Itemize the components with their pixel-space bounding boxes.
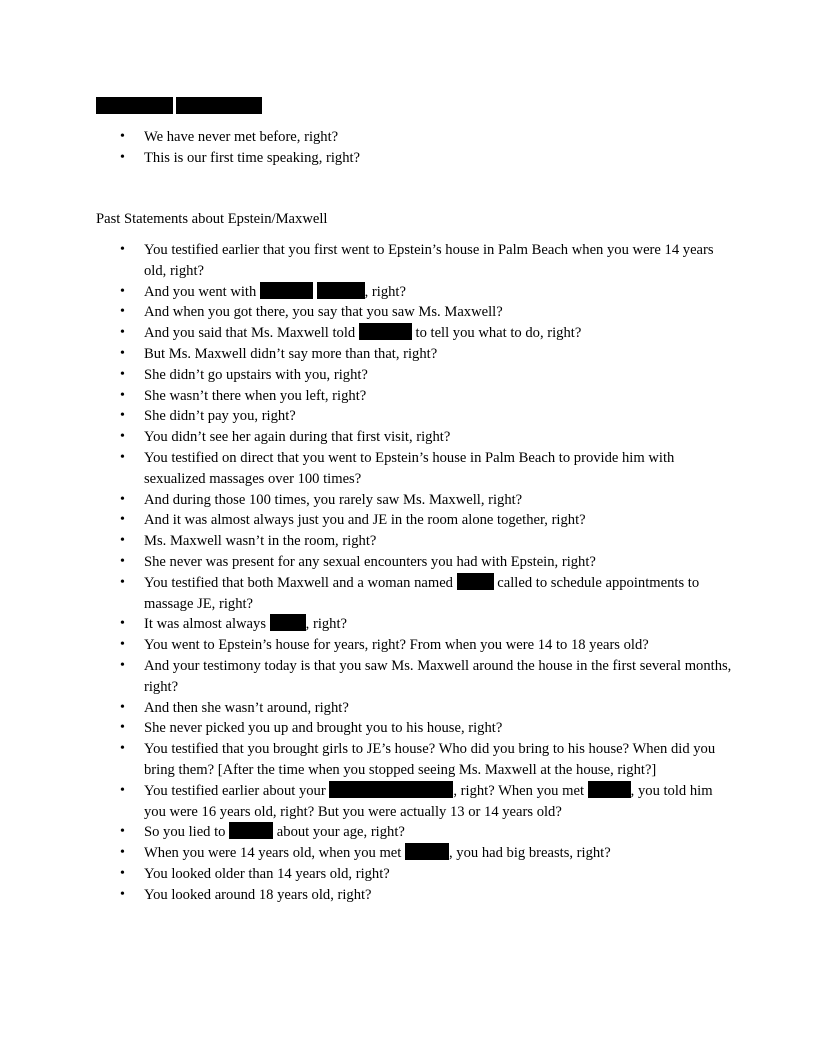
list-item: • You testified earlier that you first went to Epstein’s house in Palm Beach when you were 14 years old, right? xyxy=(96,240,736,282)
list-item: • And you went with , right? xyxy=(96,282,736,303)
list-item: • This is our first time speaking, right? xyxy=(96,148,736,169)
redaction-block xyxy=(359,323,412,340)
list-item: • And during those 100 times, you rarely saw Ms. Maxwell, right? xyxy=(96,490,736,511)
redaction-block xyxy=(457,573,494,590)
list-item: • So you lied to about your age, right? xyxy=(96,822,736,843)
list-item: • You didn’t see her again during that first visit, right? xyxy=(96,427,736,448)
list-item: • And it was almost always just you and JE in the room alone together, right? xyxy=(96,510,736,531)
list-item: • She didn’t go upstairs with you, right? xyxy=(96,365,736,386)
list-item: • She didn’t pay you, right? xyxy=(96,406,736,427)
list-item: • And then she wasn’t around, right? xyxy=(96,698,736,719)
list-item: • And your testimony today is that you saw Ms. Maxwell around the house in the first several months, right? xyxy=(96,656,736,698)
redaction-block xyxy=(229,822,273,839)
list-item: • You looked older than 14 years old, right? xyxy=(96,864,736,885)
redaction-block xyxy=(260,282,313,299)
list-item: • You testified that both Maxwell and a woman named called to schedule appointments to massage JE, right? xyxy=(96,573,736,615)
list-item: • You went to Epstein’s house for years, right? From when you were 14 to 18 years old? xyxy=(96,635,736,656)
redaction-block xyxy=(176,97,262,114)
list-item: • She never was present for any sexual encounters you had with Epstein, right? xyxy=(96,552,736,573)
section-heading: Past Statements about Epstein/Maxwell xyxy=(96,211,328,227)
list-item: • You testified earlier about your , right? When you met , you told him you were 16 years old, right? But you were actually 13 or 14 years old? xyxy=(96,781,736,823)
redaction-block xyxy=(96,97,173,114)
redaction-block xyxy=(410,781,453,798)
question-list xyxy=(96,240,736,906)
list-item: • We have never met before, right? xyxy=(96,127,736,148)
list-item: • You testified that you brought girls to JE’s house? Who did you bring to his house? When did you bring them? [After the time when you stopped seeing Ms. Maxwell at the house, right?] xyxy=(96,739,736,781)
redaction-block xyxy=(588,781,631,798)
list-item: • When you were 14 years old, when you met , you had big breasts, right? xyxy=(96,843,736,864)
list-item: • She wasn’t there when you left, right? xyxy=(96,386,736,407)
list-item: • You testified on direct that you went to Epstein’s house in Palm Beach to provide him with sexualized massages over 100 times? xyxy=(96,448,736,490)
list-item: • Ms. Maxwell wasn’t in the room, right? xyxy=(96,531,736,552)
list-item: • You looked around 18 years old, right? xyxy=(96,885,736,906)
redaction-block xyxy=(317,282,365,299)
redaction-block xyxy=(405,843,449,860)
redaction-block xyxy=(270,614,306,631)
redaction-block xyxy=(329,781,410,798)
list-item: • And you said that Ms. Maxwell told to tell you what to do, right? xyxy=(96,323,736,344)
list-item: • And when you got there, you say that you saw Ms. Maxwell? xyxy=(96,302,736,323)
list-item: • It was almost always , right? xyxy=(96,614,736,635)
intro-question-list xyxy=(96,127,736,169)
header-redactions xyxy=(96,97,265,114)
list-item: • But Ms. Maxwell didn’t say more than that, right? xyxy=(96,344,736,365)
list-item: • She never picked you up and brought you to his house, right? xyxy=(96,718,736,739)
